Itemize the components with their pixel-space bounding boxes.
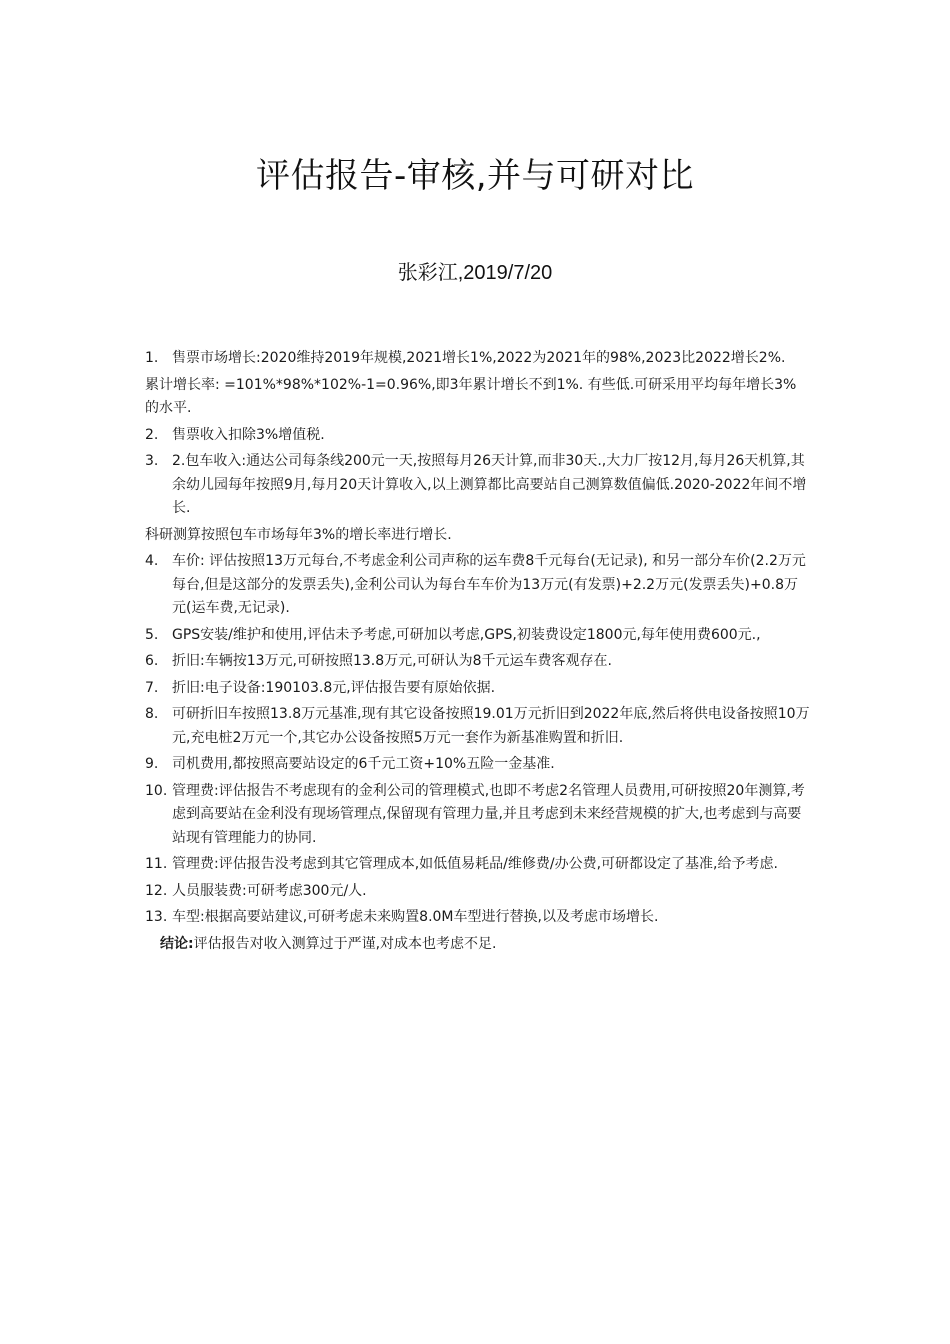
list-item xyxy=(145,347,810,371)
conclusion-label: 结论: xyxy=(160,935,194,952)
list-text: 司机费用,都按照高要站设定的6千元工资+10%五险一金基准. xyxy=(172,756,555,772)
conclusion xyxy=(145,933,810,957)
list-text: 2.包车收入:通达公司每条线200元一天,按照每月26天计算,而非30天.,大力厂按12月,每月26天机算,其余幼儿园每年按照9月,每月20天计算收入,以上测算都比高要站自己测算数值偏低.2020-2022年间不增长. xyxy=(172,453,807,516)
list-text: 车价: 评估按照13万元每台,不考虑金利公司声称的运车费8千元每台(无记录), 和另一部分车价(2.2万元每台,但是这部分的发票丢失),金利公司认为每台车车价为13万元(有发票)+2.2万元(发票丢失)+0.8万元(运车费,无记录). xyxy=(172,553,806,616)
list-number: 1. xyxy=(145,350,159,366)
list-text: 售票收入扣除3%增值税. xyxy=(172,426,325,443)
list-number: 11. xyxy=(145,856,168,872)
list-text: 管理费:评估报告不考虑现有的金利公司的管理模式,也即不考虑2名管理人员费用,可研按照20年测算,考虑到高要站在金利没有现场管理点,保留现有管理力量,并且考虑到未来经营规模的扩大,也考虑到与高要站现有管理能力的协同. xyxy=(172,782,805,846)
list-item xyxy=(145,424,810,448)
list-number: 4. xyxy=(145,553,159,569)
list-item xyxy=(145,880,810,904)
list-text: 车型:根据高要站建议,可研考虑未来购置8.0M车型进行替换,以及考虑市场增长. xyxy=(172,909,659,925)
list-item xyxy=(145,753,810,777)
paragraph: 科研测算按照包车市场每年3%的增长率进行增长. xyxy=(145,526,452,543)
list-text: 折旧:电子设备:190103.8元,评估报告要有原始依据. xyxy=(172,679,496,696)
list-item xyxy=(145,624,810,648)
list-number: 10. xyxy=(145,782,168,799)
list-number: 8. xyxy=(145,706,159,722)
list-item xyxy=(145,450,810,521)
list-number: 13. xyxy=(145,909,168,925)
list-number: 9. xyxy=(145,756,159,772)
list-text: 售票市场增长:2020维持2019年规模,2021增长1%,2022为2021年的98%,2023比2022增长2%. xyxy=(172,350,786,366)
list-text: 折旧:车辆按13万元,可研按照13.8万元,可研认为8千元运车费客观存在. xyxy=(172,653,612,669)
list-number: 7. xyxy=(145,679,159,696)
list-item xyxy=(145,550,810,621)
list-number: 5. xyxy=(145,626,159,643)
list-item xyxy=(145,677,810,701)
list-item xyxy=(145,703,810,750)
document-title: 评估报告-审核,并与可研对比 xyxy=(255,156,695,196)
list-number: 2. xyxy=(145,426,159,443)
document-body xyxy=(145,347,810,956)
list-text: GPS安装/维护和使用,评估未予考虑,可研加以考虑,GPS,初装费设定1800元,每年使用费600元., xyxy=(172,626,761,643)
list-item xyxy=(145,780,810,851)
list-number: 3. xyxy=(145,453,159,469)
list-text: 可研折旧车按照13.8万元基准,现有其它设备按照19.01万元折旧到2022年底,然后将供电设备按照10万元,充电桩2万元一个,其它办公设备按照5万元一套作为新基准购置和折旧. xyxy=(172,706,810,746)
paragraph: 累计增长率: =101%*98%*102%-1=0.96%,即3年累计增长不到1%. 有些低.可研采用平均每年增长3%的水平. xyxy=(145,376,797,416)
conclusion-text: 评估报告对收入测算过于严谨,对成本也考虑不足. xyxy=(193,935,497,952)
list-item xyxy=(145,853,810,877)
list-text: 管理费:评估报告没考虑到其它管理成本,如低值易耗品/维修费/办公费,可研都设定了基准,给予考虑. xyxy=(172,856,778,872)
list-number: 12. xyxy=(145,882,168,899)
list-item xyxy=(145,906,810,930)
list-text: 人员服装费:可研考虑300元/人. xyxy=(172,882,367,899)
list-number: 6. xyxy=(145,653,159,669)
list-item xyxy=(145,650,810,674)
author-date-line: 张彩江,2019/7/20 xyxy=(397,262,553,284)
